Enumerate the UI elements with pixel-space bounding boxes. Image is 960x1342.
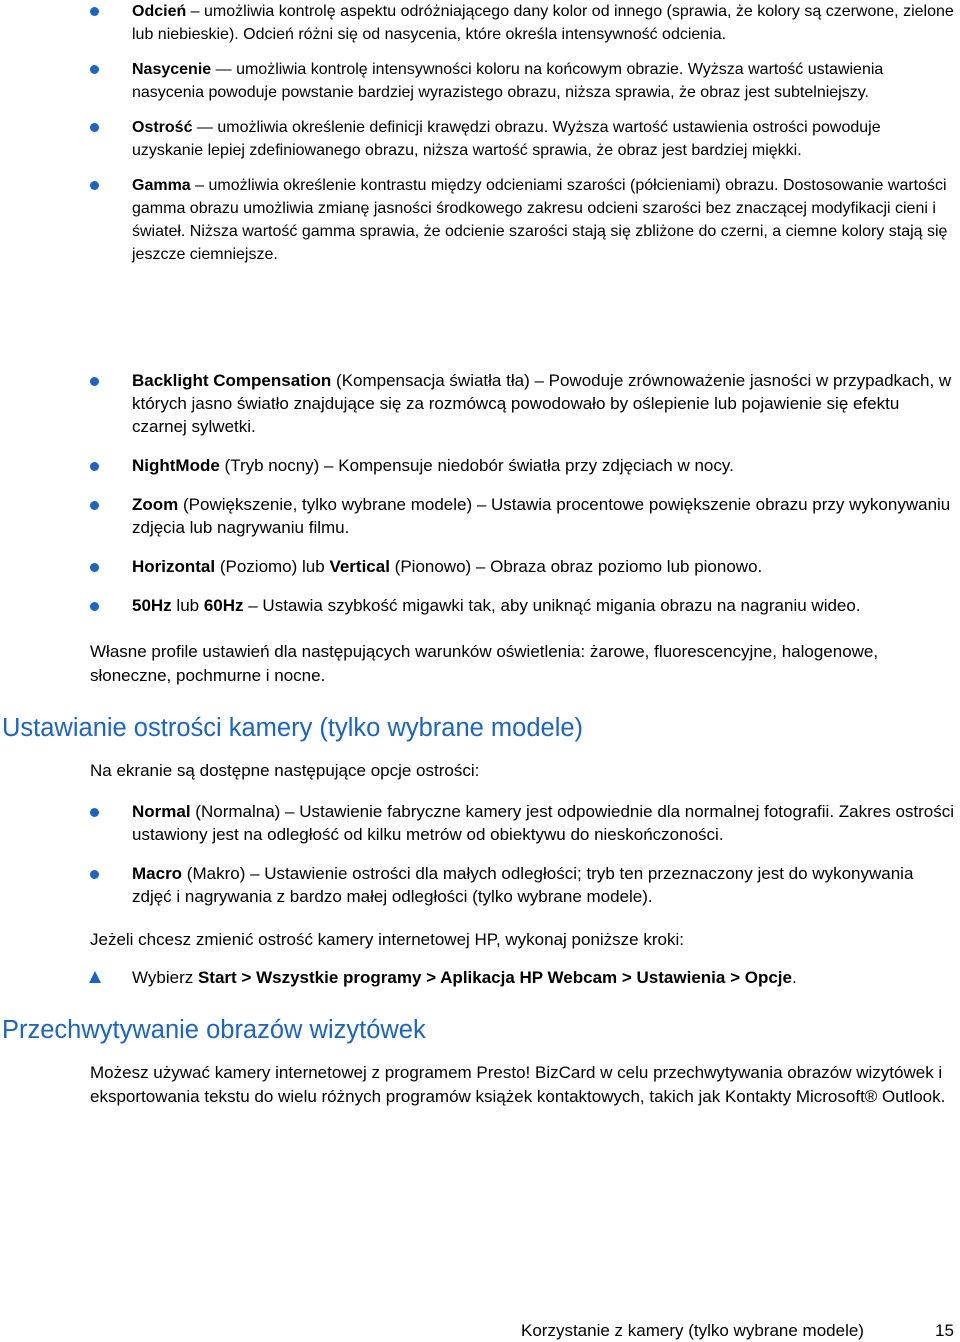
list-item <box>0 369 960 438</box>
section-heading-cards: Przechwytywanie obrazów wizytówek <box>2 1016 426 1044</box>
bullet-icon <box>90 462 99 471</box>
steps-list <box>0 966 960 989</box>
list-item <box>0 0 960 46</box>
list-item <box>0 555 960 578</box>
item-term: Ostrość <box>132 119 193 136</box>
bullet-icon <box>90 602 99 611</box>
bullet-icon <box>90 808 99 817</box>
bullet-icon <box>90 7 99 16</box>
bullet-icon <box>90 870 99 879</box>
item-term: Backlight Compensation <box>132 371 332 390</box>
list-item <box>0 174 960 266</box>
item-term: 50Hz <box>132 596 172 615</box>
page-number: 15 <box>935 1321 954 1340</box>
list-item <box>0 594 960 617</box>
bullet-icon <box>90 65 99 74</box>
step-item <box>0 966 960 989</box>
item-description: (Kompensacja światła tła) – Powoduje zrównoważenie jasności w przypadkach, w których jasno światło znajdujące się za rozmówcą powodowało by oślepienie lub pojawienie się efektu czarnej sylwetki. <box>132 371 952 436</box>
triangle-bullet-icon <box>89 971 101 983</box>
page-footer <box>0 1320 960 1342</box>
step-menu-path: Start > Wszystkie programy > Aplikacja HP Webcam > Ustawienia > Opcje <box>197 968 792 987</box>
bullet-icon <box>90 563 99 572</box>
item-description: — umożliwia kontrolę intensywności koloru na końcowym obrazie. Wyższa wartość ustawienia nasycenia powoduje powstanie bardziej wyrazistego obrazu, niższa sprawia, że obraz jest subtelniejszy. <box>132 61 884 101</box>
item-term: Macro <box>132 864 183 883</box>
item-term: NightMode <box>132 456 220 475</box>
item-term-secondary: 60Hz <box>203 596 244 615</box>
list-item <box>0 454 960 477</box>
item-description: — umożliwia określenie definicji krawędzi obrazu. Wyższa wartość ustawienia ostrości powoduje uzyskanie lepiej zdefiniowanego obrazu, niższa wartość sprawia, że obraz jest bardziej miękki. <box>132 119 881 159</box>
item-description: – umożliwia kontrolę aspektu odróżniającego dany kolor od innego (sprawia, że kolory są czerwone, zielone lub niebieskie). Odcień różni się od nasycenia, które określa intensywność odcienia. <box>132 3 954 43</box>
item-term: Gamma <box>132 177 191 194</box>
list-item <box>0 862 960 908</box>
item-term: Normal <box>132 802 191 821</box>
item-term-secondary: Vertical <box>329 557 390 576</box>
steps-intro-paragraph: Jeżeli chcesz zmienić ostrość kamery internetowej HP, wykonaj poniższe kroki: <box>90 930 684 949</box>
item-description: (Pionowo) – Obraza obraz poziomo lub pionowo. <box>389 557 763 576</box>
profiles-paragraph: Własne profile ustawień dla następujących warunków oświetlenia: żarowe, fluorescencyjne, halogenowe, słoneczne, pochmurne i nocne. <box>90 642 879 685</box>
camera-options-list <box>0 369 960 617</box>
item-connector: (Poziomo) lub <box>215 557 330 576</box>
item-description: (Normalna) – Ustawienie fabryczne kamery jest odpowiednie dla normalnej fotografii. Zakres ostrości ustawiony jest na odległość od kilku metrów od obiektywu do nieskończoności. <box>132 802 955 844</box>
cards-paragraph: Możesz używać kamery internetowej z programem Presto! BizCard w celu przechwytywania obrazów wizytówek i eksportowania tekstu do wielu różnych programów książek kontaktowych, takich jak Kontakty Microsoft® Outlook. <box>90 1063 946 1106</box>
list-item <box>0 116 960 162</box>
section-heading-focus: Ustawianie ostrości kamery (tylko wybrane modele) <box>2 714 584 742</box>
item-description: (Tryb nocny) – Kompensuje niedobór światła przy zdjęciach w nocy. <box>219 456 734 475</box>
bullet-icon <box>90 181 99 190</box>
item-term: Zoom <box>132 495 179 514</box>
list-item <box>0 800 960 846</box>
item-description: – Ustawia szybkość migawki tak, aby uniknąć migania obrazu na nagraniu wideo. <box>243 596 861 615</box>
step-prefix: Wybierz <box>132 968 198 987</box>
bullet-icon <box>90 501 99 510</box>
item-term: Odcień <box>132 3 187 20</box>
bullet-icon <box>90 377 99 386</box>
image-adjustments-list <box>0 0 960 266</box>
item-term: Nasycenie <box>132 61 212 78</box>
item-description: – umożliwia określenie kontrastu między odcieniami szarości (półcieniami) obrazu. Dostosowanie wartości gamma obrazu umożliwia zmianę jasności środkowego zakresu odcieni szarości bez znaczącej modyfikacji cieni i świateł. Niższa wartość gamma sprawia, że odcienie szarości stają się zbliżone do czerni, a ciemne kolory stają się jeszcze ciemniejsze. <box>132 177 948 263</box>
footer-chapter-title: Korzystanie z kamery (tylko wybrane modele) <box>521 1321 864 1340</box>
item-connector: lub <box>171 596 204 615</box>
list-item <box>0 493 960 539</box>
bullet-icon <box>90 123 99 132</box>
item-term: Horizontal <box>132 557 216 576</box>
item-description: (Makro) – Ustawienie ostrości dla małych odległości; tryb ten przeznaczony jest do wykonywania zdjęć i nagrywania z bardzo małej odległości (tylko wybrane modele). <box>132 864 914 906</box>
step-suffix: . <box>791 968 797 987</box>
focus-options-list <box>0 800 960 908</box>
list-item <box>0 58 960 104</box>
focus-intro-paragraph: Na ekranie są dostępne następujące opcje ostrości: <box>90 761 480 780</box>
item-description: (Powiększenie, tylko wybrane modele) – Ustawia procentowe powiększenie obrazu przy wykonywaniu zdjęcia lub nagrywaniu filmu. <box>132 495 951 537</box>
